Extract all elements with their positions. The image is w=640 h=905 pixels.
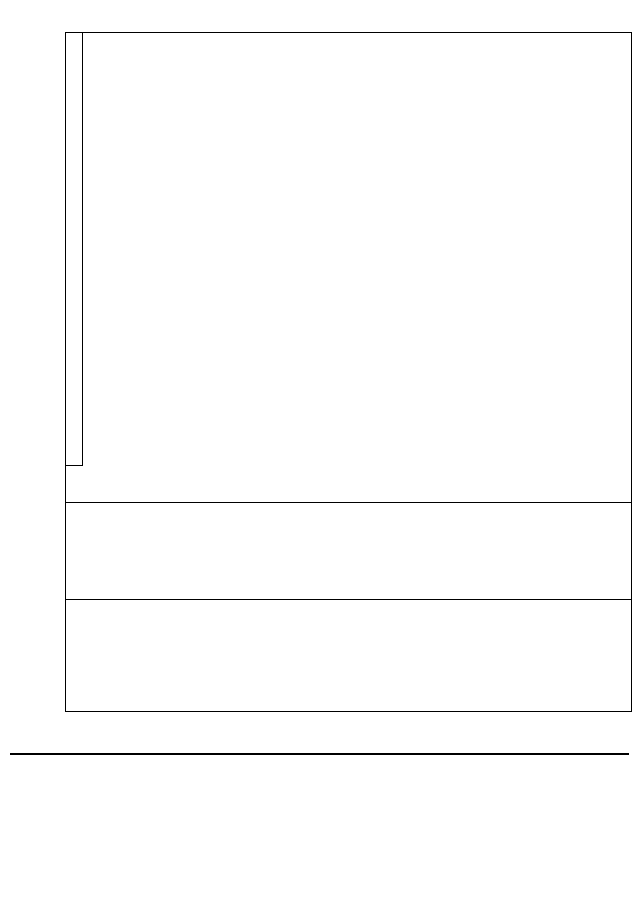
horizontal-rule [10, 753, 629, 755]
budget-table [65, 32, 632, 712]
header-funding [65, 32, 83, 466]
